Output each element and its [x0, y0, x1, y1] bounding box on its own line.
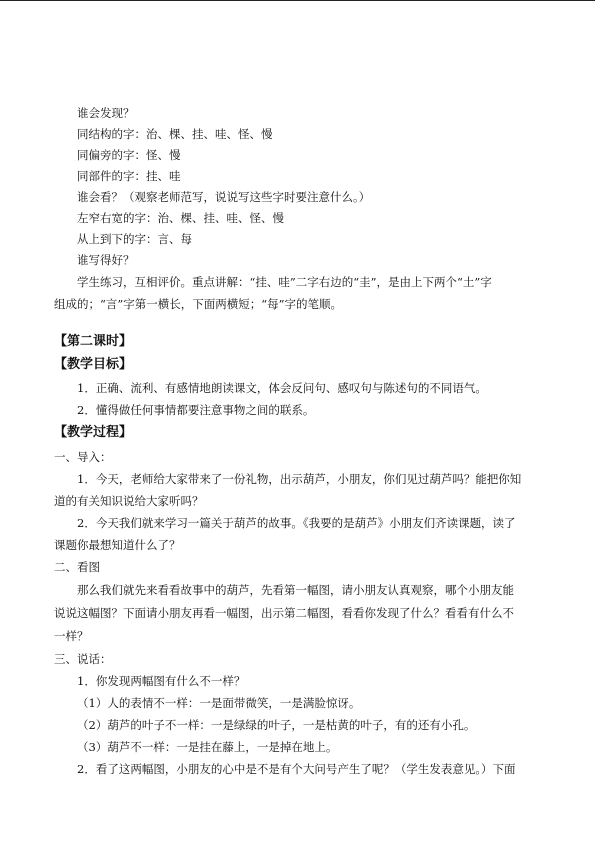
- question-line: 1．你发现两幅图有什么不一样？: [77, 674, 246, 688]
- answer-line: （2）葫芦的叶子不一样：一是绿绿的叶子，一是枯黄的叶子，有的还有小孔。: [77, 718, 476, 732]
- text-line: 从上到下的字：言、每: [77, 232, 192, 246]
- text-line: 谁写得好？: [77, 253, 135, 267]
- text-line: 同偏旁的字：怪、慢: [77, 148, 181, 162]
- step-heading: 三、说话：: [54, 652, 112, 666]
- text-line: 谁会发现？: [77, 106, 135, 120]
- goal-item: 1．正确、流利、有感情地朗读课文，体会反问句、感叹句与陈述句的不同语气。: [77, 381, 487, 395]
- paragraph-line: 一样？: [54, 629, 89, 643]
- paragraph-line: 2．今天我们就来学习一篇关于葫芦的故事。《我要的是葫芦》小朋友们齐读课题，读了: [77, 516, 516, 530]
- section-heading-teaching-process: 【教学过程】: [54, 425, 133, 440]
- section-heading-second-period: 【第二课时】: [54, 334, 133, 349]
- paragraph-line: 组成的；“言”字第一横长，下面两横短；“每”字的笔顺。: [54, 297, 343, 311]
- goal-item: 2．懂得做任何事情都要注意事物之间的联系。: [77, 403, 315, 417]
- paragraph-line: 课题你最想知道什么了？: [54, 538, 181, 552]
- section-heading-teaching-goals: 【教学目标】: [54, 357, 133, 372]
- answer-line: （1）人的表情不一样：一是面带微笑，一是满脸惊讶。: [77, 696, 361, 710]
- step-heading: 二、看图: [54, 560, 100, 574]
- paragraph-line: 那么我们就先来看看故事中的葫芦，先看第一幅图，请小朋友认真观察，哪个小朋友能: [77, 583, 514, 597]
- paragraph-line: 学生练习，互相评价。重点讲解：“挂、哇”二字右边的“圭”，是由上下两个“土”字: [77, 275, 492, 289]
- text-line: 同结构的字：治、棵、挂、哇、怪、慢: [77, 127, 273, 141]
- text-line: 左窄右宽的字：治、棵、挂、哇、怪、慢: [77, 211, 284, 225]
- paragraph-line: 1．今天，老师给大家带来了一份礼物，出示葫芦，小朋友，你们见过葫芦吗？能把你知: [77, 472, 522, 486]
- answer-line: （3）葫芦不一样：一是挂在藤上，一是掉在地上。: [77, 740, 338, 754]
- paragraph-line: 道的有关知识说给大家听吗？: [54, 494, 204, 508]
- text-line: 同部件的字：挂、哇: [77, 169, 181, 183]
- question-line: 2．看了这两幅图，小朋友的心中是不是有个大问号产生了呢？（学生发表意见。）下面: [77, 762, 516, 776]
- step-heading: 一、导入：: [54, 450, 112, 464]
- paragraph-line: 说说这幅图？下面请小朋友再看一幅图，出示第二幅图，看看你发现了什么？看看有什么不: [54, 606, 514, 620]
- text-line: 谁会看？（观察老师范写，说说写这些字时要注意什么。）: [77, 190, 371, 204]
